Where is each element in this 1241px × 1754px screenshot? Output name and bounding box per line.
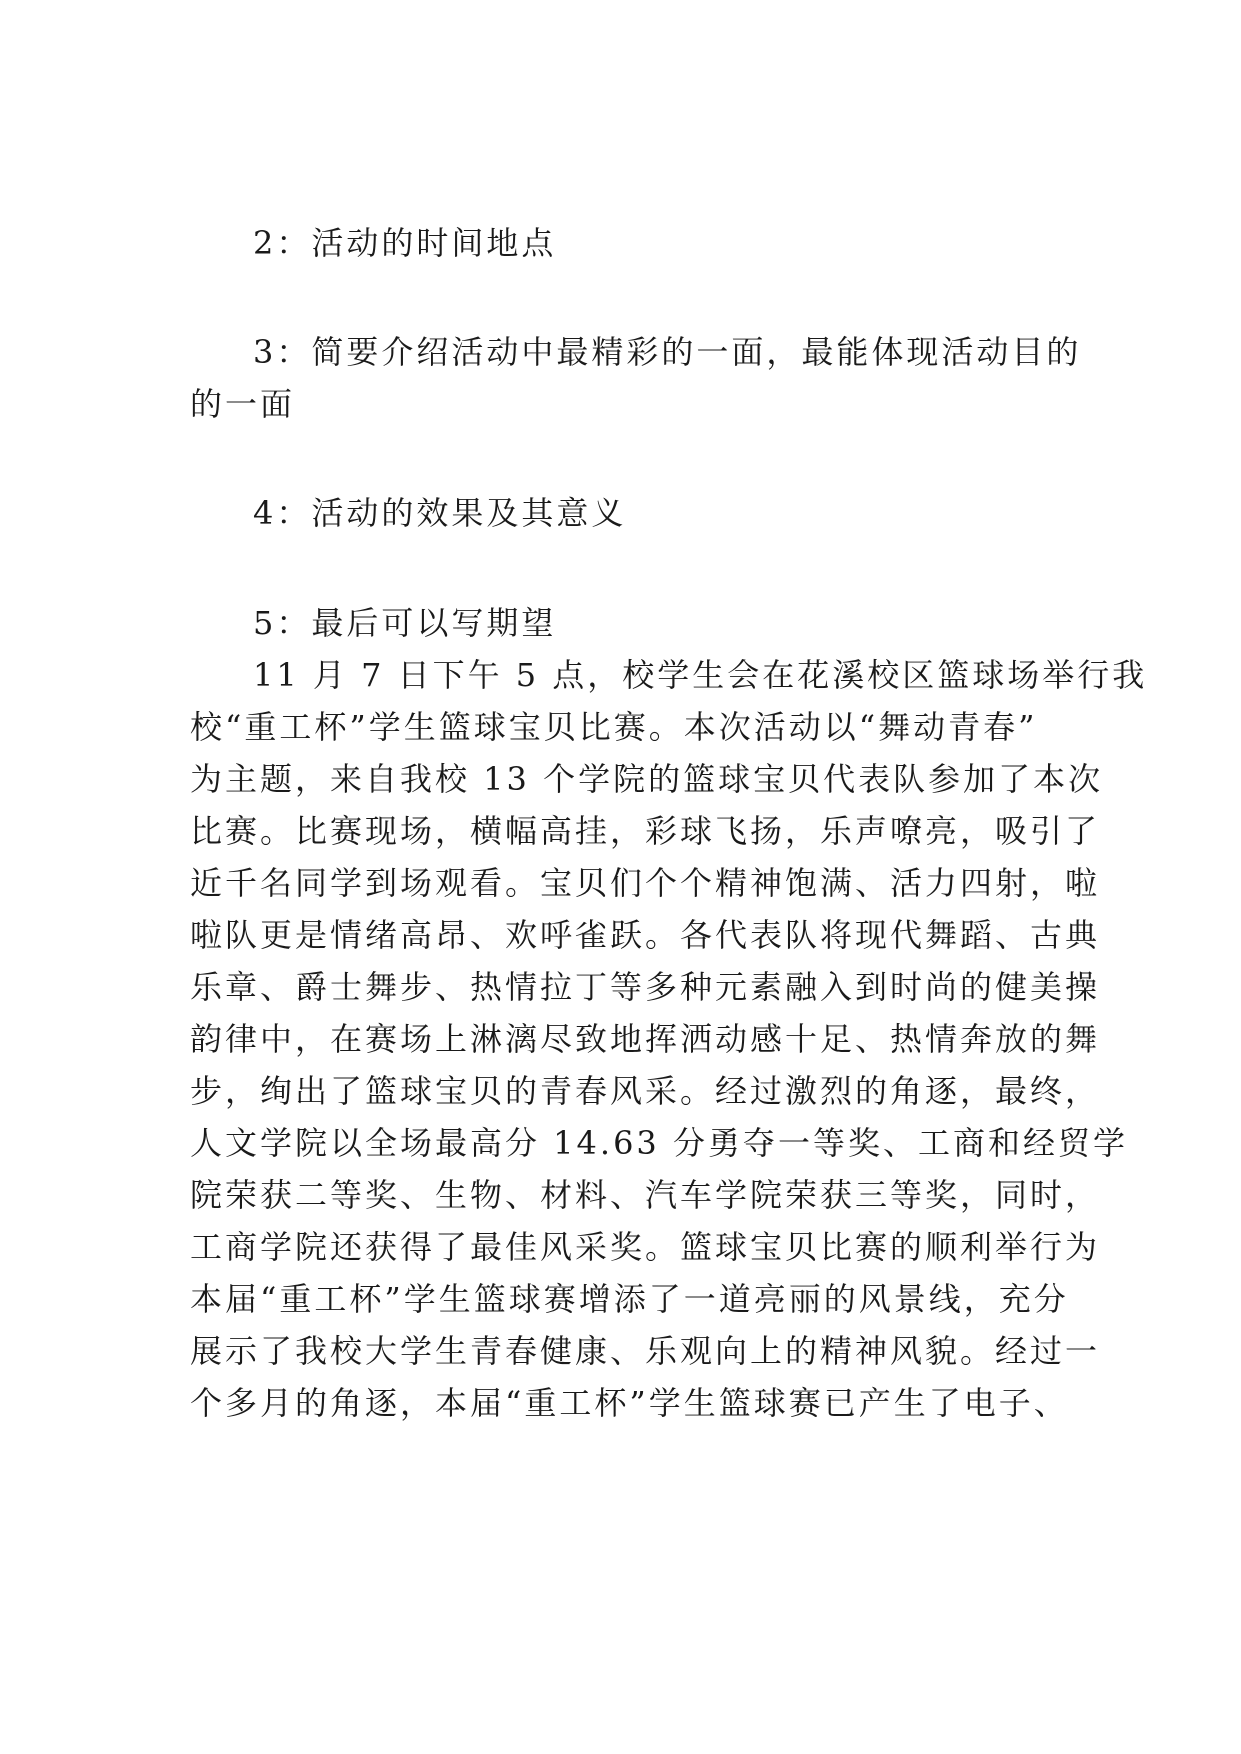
- body-paragraph-line: 步，绚出了篮球宝贝的青春风采。经过激烈的角逐，最终，: [190, 1072, 1101, 1110]
- body-paragraph-line: 为主题，来自我校 13 个学院的篮球宝贝代表队参加了本次: [190, 760, 1104, 798]
- body-paragraph-line: 人文学院以全场最高分 14.63 分勇夺一等奖、工商和经贸学: [190, 1124, 1128, 1162]
- body-paragraph-line: 比赛。比赛现场，横幅高挂，彩球飞扬，乐声嘹亮，吸引了: [190, 812, 1101, 850]
- body-paragraph-line: 近千名同学到场观看。宝贝们个个精神饱满、活力四射，啦: [190, 864, 1101, 902]
- body-paragraph-line: 11 月 7 日下午 5 点，校学生会在花溪校区篮球场举行我: [253, 656, 1148, 694]
- body-paragraph-line: 个多月的角逐，本届“重工杯”学生篮球赛已产生了电子、: [190, 1384, 1069, 1422]
- body-paragraph-line: 工商学院还获得了最佳风采奖。篮球宝贝比赛的顺利举行为: [190, 1228, 1101, 1266]
- outline-item-3-line-1: 3：简要介绍活动中最精彩的一面，最能体现活动目的: [253, 333, 1082, 371]
- outline-item-2: 2：活动的时间地点: [253, 224, 557, 262]
- body-paragraph-line: 校“重工杯”学生篮球宝贝比赛。本次活动以“舞动青春”: [190, 708, 1038, 746]
- body-paragraph-line: 院荣获二等奖、生物、材料、汽车学院荣获三等奖，同时，: [190, 1176, 1101, 1214]
- body-paragraph-line: 韵律中，在赛场上淋漓尽致地挥洒动感十足、热情奔放的舞: [190, 1020, 1101, 1058]
- outline-item-5: 5：最后可以写期望: [253, 604, 557, 642]
- outline-item-3-line-2: 的一面: [190, 385, 296, 423]
- body-paragraph-line: 乐章、爵士舞步、热情拉丁等多种元素融入到时尚的健美操: [190, 968, 1101, 1006]
- body-paragraph-line: 本届“重工杯”学生篮球赛增添了一道亮丽的风景线，充分: [190, 1280, 1069, 1318]
- body-paragraph-line: 展示了我校大学生青春健康、乐观向上的精神风貌。经过一: [190, 1332, 1101, 1370]
- outline-item-4: 4：活动的效果及其意义: [253, 494, 627, 532]
- body-paragraph-line: 啦队更是情绪高昂、欢呼雀跃。各代表队将现代舞蹈、古典: [190, 916, 1101, 954]
